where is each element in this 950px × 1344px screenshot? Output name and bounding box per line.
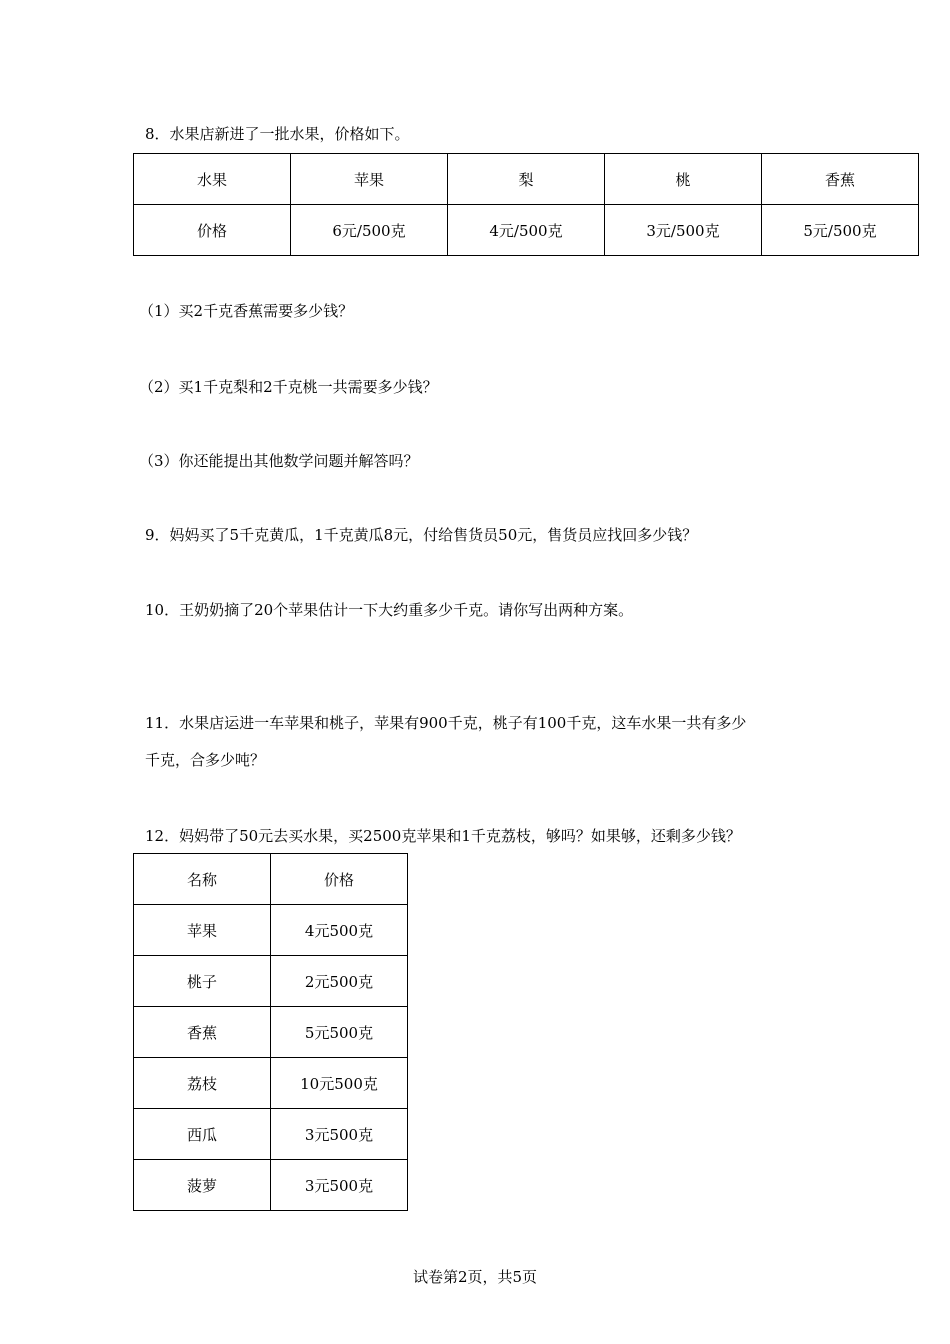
table-cell: 价格 [134, 205, 291, 256]
table-cell: 荔枝 [134, 1058, 271, 1109]
table-cell: 桃子 [134, 956, 271, 1007]
page-footer: 试卷第2页，共5页 [412, 1268, 538, 1286]
table-row [134, 205, 919, 256]
table-cell: 4元500克 [271, 905, 408, 956]
table-cell: 苹果 [291, 154, 448, 205]
fruit-price-table-q12 [133, 853, 408, 1211]
fruit-price-table-q8 [133, 153, 919, 256]
question-12-stem: 12．妈妈带了50元去买水果，买2500克苹果和1千克荔枝，够吗？如果够，还剩多少钱？ [145, 827, 741, 845]
table-row [134, 1058, 408, 1109]
table-header-row [134, 854, 408, 905]
table-cell: 5元/500克 [762, 205, 919, 256]
table-cell: 6元/500克 [291, 205, 448, 256]
question-11-stem-line-2: 千克，合多少吨？ [145, 751, 266, 769]
table-row [134, 1109, 408, 1160]
table-cell: 桃 [605, 154, 762, 205]
question-11-stem-line-1: 11．水果店运进一车苹果和桃子，苹果有900千克，桃子有100千克，这车水果一共有多少 [145, 714, 747, 732]
table-cell: 香蕉 [134, 1007, 271, 1058]
question-8-sub-1: （1）买2千克香蕉需要多少钱？ [139, 302, 354, 320]
table-header-cell: 名称 [134, 854, 271, 905]
table-cell: 苹果 [134, 905, 271, 956]
table-row [134, 154, 919, 205]
table-row [134, 905, 408, 956]
table-cell: 3元500克 [271, 1109, 408, 1160]
table-cell: 5元500克 [271, 1007, 408, 1058]
table-row [134, 1160, 408, 1211]
question-9-stem: 9．妈妈买了5千克黄瓜，1千克黄瓜8元，付给售货员50元，售货员应找回多少钱？ [145, 526, 698, 544]
table-cell: 香蕉 [762, 154, 919, 205]
table-row [134, 956, 408, 1007]
table-cell: 梨 [448, 154, 605, 205]
question-10-stem: 10．王奶奶摘了20个苹果估计一下大约重多少千克。请你写出两种方案。 [145, 601, 634, 619]
table-cell: 2元500克 [271, 956, 408, 1007]
question-8-sub-2: （2）买1千克梨和2千克桃一共需要多少钱？ [139, 378, 438, 396]
table-cell: 水果 [134, 154, 291, 205]
question-8-stem: 8．水果店新进了一批水果，价格如下。 [145, 125, 410, 143]
table-cell: 3元/500克 [605, 205, 762, 256]
table-row [134, 1007, 408, 1058]
table-cell: 3元500克 [271, 1160, 408, 1211]
table-header-cell: 价格 [271, 854, 408, 905]
table-cell: 西瓜 [134, 1109, 271, 1160]
table-cell: 10元500克 [271, 1058, 408, 1109]
question-8-sub-3: （3）你还能提出其他数学问题并解答吗？ [139, 452, 419, 470]
table-cell: 4元/500克 [448, 205, 605, 256]
table-cell: 菠萝 [134, 1160, 271, 1211]
